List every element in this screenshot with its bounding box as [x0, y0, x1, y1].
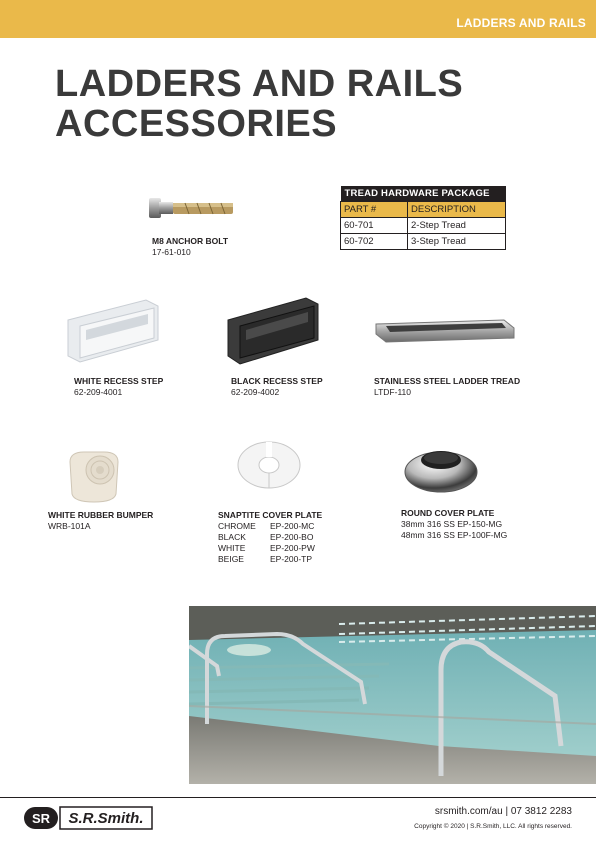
- page-title-line-1: LADDERS AND RAILS: [55, 63, 464, 105]
- round-cover-plate-caption: [401, 508, 507, 541]
- variant-part: EP-200-MC: [270, 521, 315, 531]
- white-recess-step-image: [66, 296, 160, 366]
- black-recess-step-caption: [231, 376, 323, 398]
- page-title: [55, 64, 463, 144]
- table-cell: 2-Step Tread: [408, 218, 506, 234]
- anchor-bolt-caption: [152, 236, 228, 258]
- product-name: SNAPTITE COVER PLATE: [218, 510, 323, 520]
- tread-hardware-table: [340, 186, 506, 250]
- variant-part: EP-200-BO: [270, 532, 314, 542]
- table-cell: 60-701: [341, 218, 408, 234]
- column-header: PART #: [341, 202, 408, 218]
- black-recess-step-image: [226, 296, 320, 366]
- column-header: DESCRIPTION: [408, 202, 506, 218]
- page-title-line-2: ACCESSORIES: [55, 103, 338, 145]
- product-name: WHITE RECESS STEP: [74, 376, 164, 386]
- variant-color: BEIGE: [218, 554, 244, 564]
- white-rubber-bumper-caption: [48, 510, 153, 532]
- white-recess-step-caption: [74, 376, 163, 398]
- product-name: WHITE RUBBER BUMPER: [48, 510, 154, 520]
- product-name: ROUND COVER PLATE: [401, 508, 495, 518]
- pool-ladder-photo: [189, 606, 596, 784]
- product-part: LTDF-110: [374, 387, 412, 397]
- white-rubber-bumper-image: [64, 448, 122, 504]
- product-part: 17-61-010: [152, 247, 191, 257]
- variant-part: EP-200-PW: [270, 543, 315, 553]
- round-cover-plate-image: [402, 440, 480, 496]
- product-part: 62-209-4002: [231, 387, 280, 397]
- section-label: LADDERS AND RAILS: [456, 16, 586, 30]
- contact-info: srsmith.com/au | 07 3812 2283: [434, 806, 572, 817]
- snaptite-cover-plate-image: [236, 440, 302, 490]
- srsmith-logo: [24, 806, 154, 830]
- round-cover-line: 38mm 316 SS EP-150-MG: [401, 519, 503, 529]
- round-cover-line: 48mm 316 SS EP-100F-MG: [401, 530, 508, 540]
- product-part: 62-209-4001: [74, 387, 123, 397]
- stainless-ladder-tread-caption: [374, 376, 520, 398]
- table-row: [341, 234, 506, 250]
- product-name: BLACK RECESS STEP: [231, 376, 323, 386]
- header-bar: [0, 0, 596, 38]
- table-row: [341, 218, 506, 234]
- variant-color: BLACK: [218, 532, 246, 542]
- logo-text: S.R.Smith.: [68, 810, 144, 827]
- product-name: STAINLESS STEEL LADDER TREAD: [374, 376, 521, 386]
- stainless-ladder-tread-image: [372, 316, 518, 346]
- footer-divider: [0, 797, 596, 798]
- table-cell: 3-Step Tread: [408, 234, 506, 250]
- svg-text:SR: SR: [31, 811, 51, 826]
- snaptite-cover-plate-caption: [218, 510, 322, 565]
- variant-color: CHROME: [218, 521, 256, 531]
- copyright-notice: Copyright © 2020 | S.R.Smith, LLC. All rights reserved.: [414, 823, 572, 830]
- variant-color: WHITE: [218, 543, 246, 553]
- table-cell: 60-702: [341, 234, 408, 250]
- snaptite-variant-list: [218, 521, 322, 565]
- anchor-bolt-image: [145, 192, 237, 226]
- variant-part: EP-200-TP: [270, 554, 313, 564]
- product-part: WRB-101A: [48, 521, 91, 531]
- table-title: TREAD HARDWARE PACKAGE: [341, 186, 506, 202]
- product-name: M8 ANCHOR BOLT: [152, 236, 229, 246]
